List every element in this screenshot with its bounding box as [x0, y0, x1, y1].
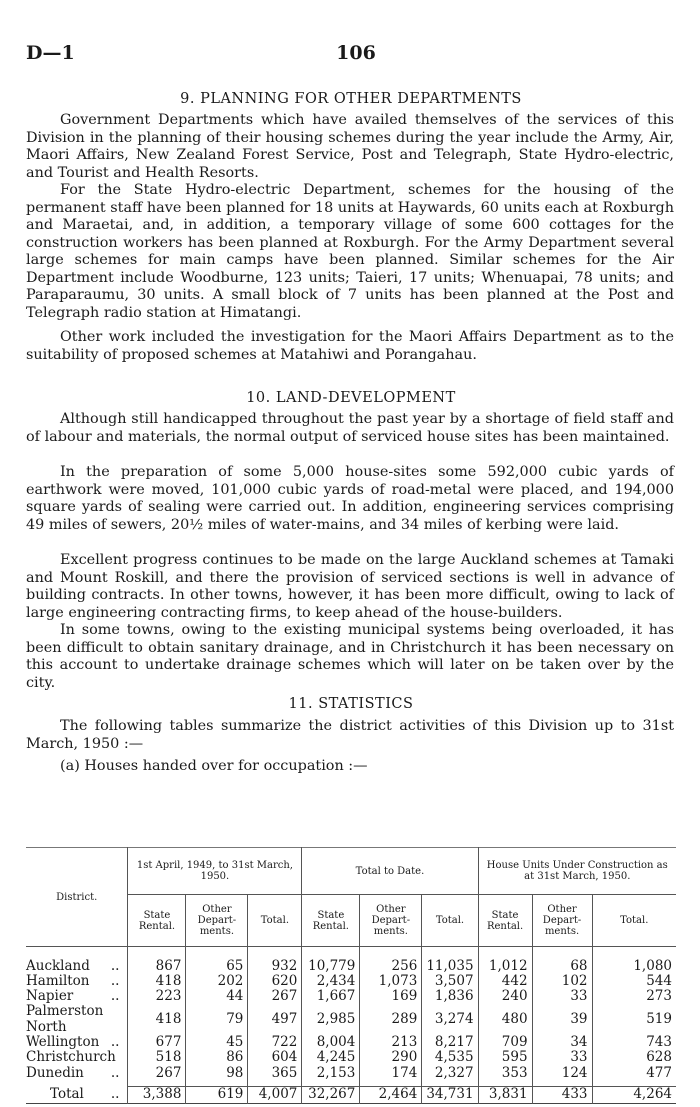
subheader-state-rental: State Rental. — [128, 895, 186, 947]
value-cell: 34 — [532, 1035, 592, 1050]
value-cell: 932 — [248, 959, 302, 974]
value-cell: 39 — [532, 1004, 592, 1035]
value-cell: 518 — [128, 1050, 186, 1065]
value-cell: 4,007 — [248, 1087, 302, 1103]
subheader-other-departments: Other Depart-ments. — [532, 895, 592, 947]
value-cell: 174 — [360, 1066, 422, 1081]
table-row — [26, 989, 676, 1004]
section-9-title: 9. PLANNING FOR OTHER DEPARTMENTS — [180, 91, 522, 107]
section-10-paragraph-4: In some towns, owing to the existing municipal systems being overloaded, it has been difficult to obtain sanitary drainage, and in Christchurch it has been necessary on this account to undertake drainage schemes which will later on be taken over by the city. — [26, 622, 674, 691]
leader-dots: .. — [110, 1033, 120, 1050]
value-cell: 10,779 — [302, 959, 360, 974]
subheader-total: Total. — [592, 895, 676, 947]
table-row — [26, 1050, 676, 1065]
value-cell: 1,667 — [302, 989, 360, 1004]
value-cell: 8,004 — [302, 1035, 360, 1050]
value-cell: 677 — [128, 1035, 186, 1050]
table-row — [26, 1035, 676, 1050]
value-cell: 619 — [186, 1087, 248, 1103]
value-cell: 418 — [128, 1004, 186, 1035]
leader-dots: .. — [110, 1086, 120, 1103]
section-10-paragraph-1: Although still handicapped throughout the past year by a shortage of field staff and of labour and materials, the normal output of serviced house sites has been maintained. — [26, 411, 674, 445]
value-cell: 273 — [592, 989, 676, 1004]
subheader-state-rental: State Rental. — [478, 895, 532, 947]
value-cell: 102 — [532, 974, 592, 989]
leader-dots: .. — [110, 957, 120, 974]
value-cell: 4,535 — [422, 1050, 478, 1065]
report-code: D—1 — [26, 42, 75, 64]
value-cell: 33 — [532, 989, 592, 1004]
section-10-title: 10. LAND-DEVELOPMENT — [246, 390, 456, 406]
houses-handed-over-table — [26, 847, 676, 1104]
value-cell: 2,464 — [360, 1087, 422, 1103]
table-caption: (a) Houses handed over for occupation :— — [60, 758, 368, 774]
value-cell: 544 — [592, 974, 676, 989]
value-cell: 604 — [248, 1050, 302, 1065]
district-cell — [26, 974, 128, 989]
value-cell: 433 — [532, 1087, 592, 1103]
value-cell: 480 — [478, 1004, 532, 1035]
value-cell: 1,073 — [360, 974, 422, 989]
group-header-year: 1st April, 1949, to 31st March, 1950. — [128, 848, 302, 895]
value-cell: 11,035 — [422, 959, 478, 974]
value-cell: 124 — [532, 1066, 592, 1081]
value-cell: 202 — [186, 974, 248, 989]
value-cell: 3,831 — [478, 1087, 532, 1103]
value-cell: 3,274 — [422, 1004, 478, 1035]
district-cell — [26, 1087, 128, 1103]
district-name: Napier — [26, 988, 74, 1005]
value-cell: 442 — [478, 974, 532, 989]
value-cell: 2,327 — [422, 1066, 478, 1081]
district-name: Total — [50, 1086, 84, 1103]
value-cell: 65 — [186, 959, 248, 974]
section-9-paragraph-3: Other work included the investigation for the Maori Affairs Department as to the suitability of proposed schemes at Matahiwi and Porangahau. — [26, 329, 674, 363]
value-cell: 213 — [360, 1035, 422, 1050]
value-cell: 353 — [478, 1066, 532, 1081]
district-cell — [26, 1004, 128, 1035]
subheader-other-departments: Other Depart-ments. — [186, 895, 248, 947]
value-cell: 3,507 — [422, 974, 478, 989]
section-10-paragraph-2: In the preparation of some 5,000 house-sites some 592,000 cubic yards of earthwork were moved, 101,000 cubic yards of road-metal were placed, and 194,000 square yards of sealing were carried out. In addition, engineering services comprising 49 miles of sewers, 20½ miles of water-mains, and 34 miles of kerbing were laid. — [26, 464, 674, 533]
section-11-paragraph-1: The following tables summarize the district activities of this Division up to 31st March, 1950 :— — [26, 718, 674, 752]
value-cell: 628 — [592, 1050, 676, 1065]
value-cell: 45 — [186, 1035, 248, 1050]
subheader-state-rental: State Rental. — [302, 895, 360, 947]
table-row — [26, 959, 676, 974]
subheader-other-departments: Other Depart-ments. — [360, 895, 422, 947]
value-cell: 867 — [128, 959, 186, 974]
value-cell: 743 — [592, 1035, 676, 1050]
table-total-row — [26, 1087, 676, 1103]
value-cell: 2,985 — [302, 1004, 360, 1035]
value-cell: 1,836 — [422, 989, 478, 1004]
leader-dots: .. — [110, 972, 120, 989]
table-row — [26, 1066, 676, 1081]
value-cell: 365 — [248, 1066, 302, 1081]
value-cell: 595 — [478, 1050, 532, 1065]
section-10-paragraph-3: Excellent progress continues to be made on the large Auckland schemes at Tamaki and Mount Roskill, and there the provision of serviced sections is well in advance of building contracts. In other towns, however, it has been more difficult, owing to lack of large engineering contracting firms, to keep ahead of the house-builders. — [26, 552, 674, 621]
value-cell: 497 — [248, 1004, 302, 1035]
group-header-under-construction: House Units Under Construction as at 31st March, 1950. — [478, 848, 676, 895]
district-cell — [26, 989, 128, 1004]
value-cell: 68 — [532, 959, 592, 974]
value-cell: 79 — [186, 1004, 248, 1035]
value-cell: 256 — [360, 959, 422, 974]
value-cell: 289 — [360, 1004, 422, 1035]
value-cell: 290 — [360, 1050, 422, 1065]
district-name: Dunedin — [26, 1064, 84, 1081]
value-cell: 8,217 — [422, 1035, 478, 1050]
table-row — [26, 974, 676, 989]
value-cell: 223 — [128, 989, 186, 1004]
section-9-paragraph-1: Government Departments which have availed themselves of the services of this Division in the planning of their housing schemes during the year include the Army, Air, Maori Affairs, New Zealand Forest Service, Post and Telegraph, State Hydro-electric, and Tourist and Health Resorts. — [26, 112, 674, 181]
value-cell: 32,267 — [302, 1087, 360, 1103]
district-name: Palmerston North — [26, 1003, 104, 1035]
value-cell: 418 — [128, 974, 186, 989]
value-cell: 709 — [478, 1035, 532, 1050]
leader-dots: .. — [110, 988, 120, 1005]
value-cell: 44 — [186, 989, 248, 1004]
value-cell: 34,731 — [422, 1087, 478, 1103]
group-header-total-to-date: Total to Date. — [302, 848, 478, 895]
value-cell: 1,012 — [478, 959, 532, 974]
section-11-title: 11. STATISTICS — [288, 696, 414, 712]
value-cell: 33 — [532, 1050, 592, 1065]
value-cell: 3,388 — [128, 1087, 186, 1103]
value-cell: 620 — [248, 974, 302, 989]
value-cell: 169 — [360, 989, 422, 1004]
value-cell: 267 — [128, 1066, 186, 1081]
value-cell: 4,264 — [592, 1087, 676, 1103]
district-cell — [26, 1035, 128, 1050]
value-cell: 1,080 — [592, 959, 676, 974]
subheader-total: Total. — [248, 895, 302, 947]
value-cell: 477 — [592, 1066, 676, 1081]
district-name: Christchurch — [26, 1049, 116, 1066]
subheader-total: Total. — [422, 895, 478, 947]
district-name: Hamilton — [26, 972, 90, 989]
district-column-header: District. — [26, 848, 128, 947]
value-cell: 267 — [248, 989, 302, 1004]
page-header — [26, 42, 676, 68]
page-number: 106 — [336, 42, 376, 64]
value-cell: 86 — [186, 1050, 248, 1065]
district-cell — [26, 959, 128, 974]
section-9-paragraph-2: For the State Hydro-electric Department, schemes for the housing of the permanent staff have been planned for 18 units at Haywards, 60 units each at Roxburgh and Maraetai, and, in addition, a temporary village of some 600 cottages for the construction workers has been planned at Roxburgh. For the Army Department several large schemes for main camps have been planned. Similar schemes for the Air Department include Woodburne, 123 units; Taieri, 17 units; Whenuapai, 78 units; and Paraparaumu, 30 units. A small block of 7 units has been planned at the Post and Telegraph radio station at Himatangi. — [26, 182, 674, 321]
table-row — [26, 1004, 676, 1035]
district-cell — [26, 1050, 128, 1065]
value-cell: 2,153 — [302, 1066, 360, 1081]
district-cell — [26, 1066, 128, 1081]
district-name: Auckland — [26, 957, 90, 974]
value-cell: 98 — [186, 1066, 248, 1081]
leader-dots: .. — [110, 1064, 120, 1081]
value-cell: 4,245 — [302, 1050, 360, 1065]
value-cell: 519 — [592, 1004, 676, 1035]
value-cell: 2,434 — [302, 974, 360, 989]
value-cell: 722 — [248, 1035, 302, 1050]
value-cell: 240 — [478, 989, 532, 1004]
district-name: Wellington — [26, 1033, 100, 1050]
